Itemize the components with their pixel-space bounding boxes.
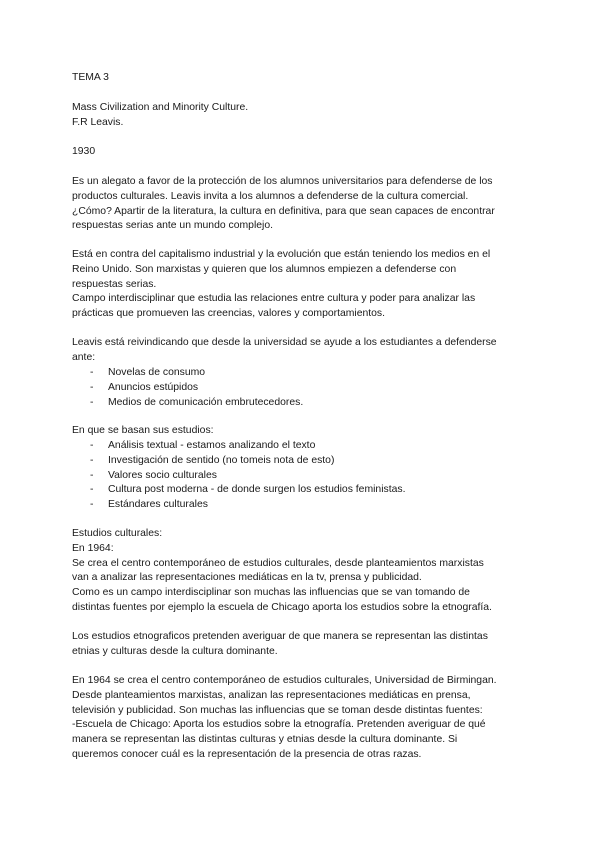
paragraph-line: ¿Cómo? Apartir de la literatura, la cultura en definitiva, para que sean capaces de encontrar: [72, 205, 495, 217]
paragraph-line: Está en contra del capitalismo industrial y la evolución que están teniendo los medios en el: [72, 249, 491, 260]
paragraph-line: En 1964:: [72, 542, 114, 554]
bullet-dash: -: [90, 499, 94, 511]
paragraph-line: ante:: [72, 351, 96, 363]
list-item: - Anuncios estúpidos: [72, 381, 534, 396]
bullet-dash: -: [90, 396, 94, 408]
paragraph-line: -Escuela de Chicago: Aporta los estudios sobre la etnografía. Pretenden averiguar de qué: [72, 719, 486, 731]
list-item: - Cultura post moderna - de donde surgen los estudios feministas.: [72, 483, 534, 498]
paragraph-3: [72, 336, 534, 366]
source-author: F.R Leavis.: [72, 116, 124, 128]
paragraph-line: Leavis está reivindicando que desde la universidad se ayude a los estudiantes a defenderse: [72, 337, 497, 348]
paragraph-line: Campo interdisciplinar que estudia las relaciones entre cultura y poder para analizar las: [72, 293, 476, 305]
list-item: - Análisis textual - estamos analizando el texto: [72, 439, 534, 454]
paragraph-5: [72, 527, 534, 616]
paragraph-line: respuestas serias ante un mundo complejo.: [72, 220, 273, 232]
list-item: - Investigación de sentido (no tomeis nota de esto): [72, 454, 534, 469]
paragraph-2: [72, 248, 534, 322]
paragraph-line: manera se representan las distintas culturas y etnias desde la cultura dominante. Si: [72, 734, 458, 746]
paragraph-line: Es un alegato a favor de la protección de los alumnos universitarios para defenderse de los: [72, 176, 493, 187]
paragraph-4: [72, 424, 534, 439]
paragraph-line: televisión y publicidad. Son muchas las influencias que se toman desde distintas fuentes:: [72, 704, 483, 716]
paragraph-7: [72, 674, 534, 763]
paragraph-line: etnias y culturas desde la cultura dominante.: [72, 645, 278, 657]
paragraph-line: queremos conocer cuál es la representación de la presencia de otras razas.: [72, 748, 422, 760]
list-item: - Estándares culturales: [72, 498, 534, 513]
list-item: - Medios de comunicación embrutecedores.: [72, 396, 534, 411]
paragraph-line: productos culturales. Leavis invita a los alumnos a defenderse de la cultura comercial.: [72, 190, 469, 202]
defense-list: [72, 366, 534, 410]
heading: [72, 71, 534, 86]
paragraph-line: Reino Unido. Son marxistas y quieren que los alumnos empiezen a defenderse con: [72, 263, 457, 275]
bullet-dash: -: [90, 381, 94, 393]
source-year: 1930: [72, 146, 96, 157]
paragraph-line: En 1964 se crea el centro contemporáneo de estudios culturales, Universidad de Birmingan.: [72, 675, 497, 686]
bullet-dash: -: [90, 454, 94, 466]
heading-text: TEMA 3: [72, 72, 109, 83]
bullet-dash: -: [90, 484, 94, 496]
source-title: Mass Civilization and Minority Culture.: [72, 102, 249, 113]
list-item: - Valores socio culturales: [72, 469, 534, 484]
bullet-dash: -: [90, 440, 94, 451]
paragraph-line: respuestas serias.: [72, 278, 157, 290]
paragraph-1: [72, 175, 534, 234]
paragraph-line: prácticas que promueven las creencias, valores y comportamientos.: [72, 308, 386, 320]
bullet-dash: -: [90, 469, 94, 481]
source-block: [72, 101, 534, 131]
paragraph-line: distintas fuentes por ejemplo la escuela de Chicago aporta los estudios sobre la etnografía.: [72, 601, 492, 613]
paragraph-line: Desde planteamientos marxistas, analizan las representaciones mediáticas en prensa,: [72, 689, 471, 701]
bases-list: [72, 439, 534, 513]
list-item: - Novelas de consumo: [72, 366, 534, 381]
paragraph-line: Estudios culturales:: [72, 528, 163, 539]
paragraph-line: Como es un campo interdisciplinar son muchas las influencias que se van tomando de: [72, 587, 470, 599]
year-block: [72, 145, 534, 160]
paragraph-line: Los estudios etnograficos pretenden averiguar de que manera se representan las distintas: [72, 631, 488, 642]
paragraph-6: [72, 630, 534, 660]
paragraph-line: van a analizar las representaciones mediáticas en la tv, prensa y publicidad.: [72, 572, 422, 584]
paragraph-line: En que se basan sus estudios:: [72, 425, 214, 436]
paragraph-line: Se crea el centro contemporáneo de estudios culturales, desde planteamientos marxistas: [72, 557, 484, 569]
bullet-dash: -: [90, 367, 94, 378]
